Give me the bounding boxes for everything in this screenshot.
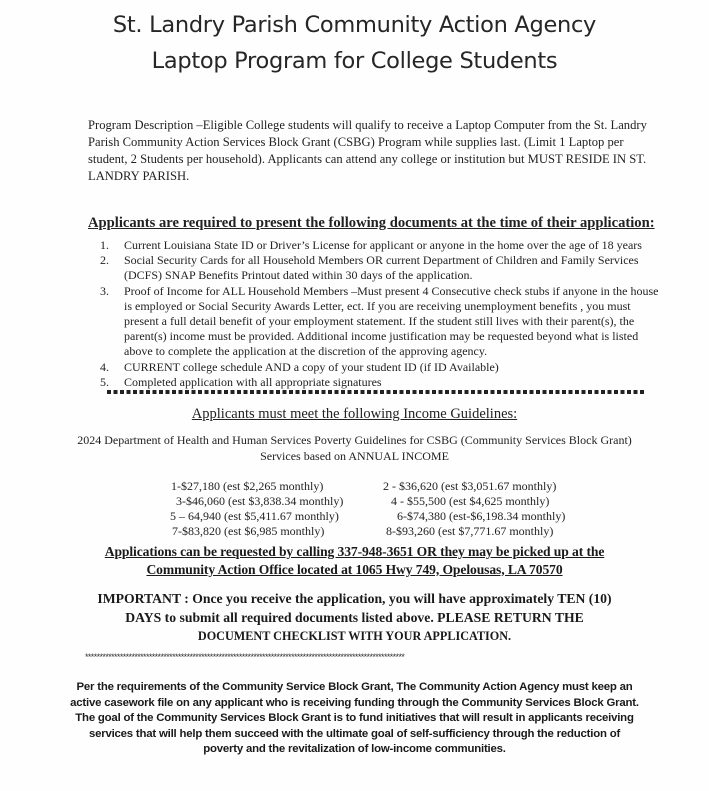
csbg-footer-statement xyxy=(0,680,709,758)
requirement-text: Proof of Income for ALL Household Members –Must present 4 Consecutive check stubs if anyone in the house is employed or Social Security Awards Letter, ect. If you are receiving unemployment benefits , you must present a full detail benefit of your employment statement. If the student still lives with their parent(s), the parent(s) income must be provided. Additional income justification may be requested beyond what is listed above to complete the application at the discretion of the approving agency. xyxy=(124,283,659,359)
footer-line2: active casework file on any applicant who is receiving funding through the Community Services Block Grant. xyxy=(70,696,639,709)
requirements-list xyxy=(88,238,668,390)
important-notice xyxy=(0,589,709,646)
requirement-text: Social Security Cards for all Household Members OR current Department of Children and Family Services (DCFS) SNAP Benefits Printout dated within 30 days of the application. xyxy=(124,253,639,283)
income-household-7: 7-$83,820 (est $6,985 monthly) xyxy=(172,524,325,538)
income-household-5: 5 – 64,940 (est $5,411.67 monthly) xyxy=(170,509,339,523)
income-guidelines-heading: Applicants must meet the following Income Guidelines: xyxy=(191,406,518,422)
dotted-divider xyxy=(107,390,644,394)
program-description: Program Description –Eligible College students will qualify to receive a Laptop Computer from the St. Landry Parish Community Action Services Block Grant (CSBG) Program while supplies last. (Limit 1 Laptop per student, 2 Students per household). Applicants can attend any college or institution but MUST RESIDE IN ST. LANDRY PARISH. xyxy=(88,118,647,183)
requirement-text: CURRENT college schedule AND a copy of your student ID (if ID Available) xyxy=(124,359,499,374)
requirement-number: 1. xyxy=(100,238,109,252)
poverty-guidelines-line2: Services based on ANNUAL INCOME xyxy=(260,449,449,463)
income-household-8: 8-$93,260 (est $7,771.67 monthly) xyxy=(386,524,554,538)
income-household-3: 3-$46,060 (est $3,838.34 monthly) xyxy=(176,494,344,508)
requirement-number: 5. xyxy=(100,374,109,389)
application-contact-line1: Applications can be requested by calling 337-948-3651 OR they may be picked up at the xyxy=(104,544,605,559)
requirement-item xyxy=(88,238,668,253)
footer-line5: poverty and the revitalization of low-income communities. xyxy=(203,743,506,755)
requirement-item xyxy=(88,360,668,375)
income-household-2: 2 - $36,620 (est $3,051.67 monthly) xyxy=(383,479,557,493)
program-title: Laptop Program for College Students xyxy=(151,48,558,74)
requirement-number: 2. xyxy=(100,253,109,268)
requirement-number: 3. xyxy=(100,283,109,298)
important-notice-line3: DOCUMENT CHECKLIST WITH YOUR APPLICATION. xyxy=(197,629,512,643)
income-household-6: 6-$74,380 (est-$6,198.34 monthly) xyxy=(397,509,566,523)
income-household-4: 4 - $55,500 (est $4,625 monthly) xyxy=(391,494,550,508)
requirements-heading: Applicants are required to present the following documents at the time of their application: xyxy=(88,215,655,231)
poverty-guidelines-subheading xyxy=(0,432,709,464)
poverty-guidelines-line1: 2024 Department of Health and Human Services Poverty Guidelines for CSBG (Community Services Block Grant) xyxy=(77,433,632,447)
income-household-1: 1-$27,180 (est $2,265 monthly) xyxy=(171,479,324,493)
requirement-item xyxy=(88,375,668,390)
agency-title: St. Landry Parish Community Action Agency xyxy=(112,12,597,38)
important-notice-line1: IMPORTANT : Once you receive the application, you will have approximately TEN (10) xyxy=(97,591,612,606)
requirement-item xyxy=(88,253,668,283)
footer-line3: The goal of the Community Services Block Grant is to fund initiatives that will result in applicants receiving xyxy=(75,712,634,724)
application-contact-line2: Community Action Office located at 1065 Hwy 749, Opelousas, LA 70570 xyxy=(146,561,563,577)
requirement-item xyxy=(88,284,668,360)
requirement-text: Current Louisiana State ID or Driver’s License for applicant or anyone in the home over the age of 18 years xyxy=(124,238,642,252)
footer-line4: services that will help them succeed with the ultimate goal of self-sufficiency through the reduction of xyxy=(88,727,621,740)
application-contact-info xyxy=(0,543,709,578)
requirement-text: Completed application with all appropriate signatures xyxy=(124,374,382,389)
asterisk-divider: ************************************************************************************************************** xyxy=(85,652,405,662)
important-notice-line2: DAYS to submit all required documents listed above. PLEASE RETURN THE xyxy=(125,610,584,625)
requirement-number: 4. xyxy=(100,359,109,374)
footer-line1: Per the requirements of the Community Service Block Grant, The Community Action Agency must keep an xyxy=(76,681,633,693)
